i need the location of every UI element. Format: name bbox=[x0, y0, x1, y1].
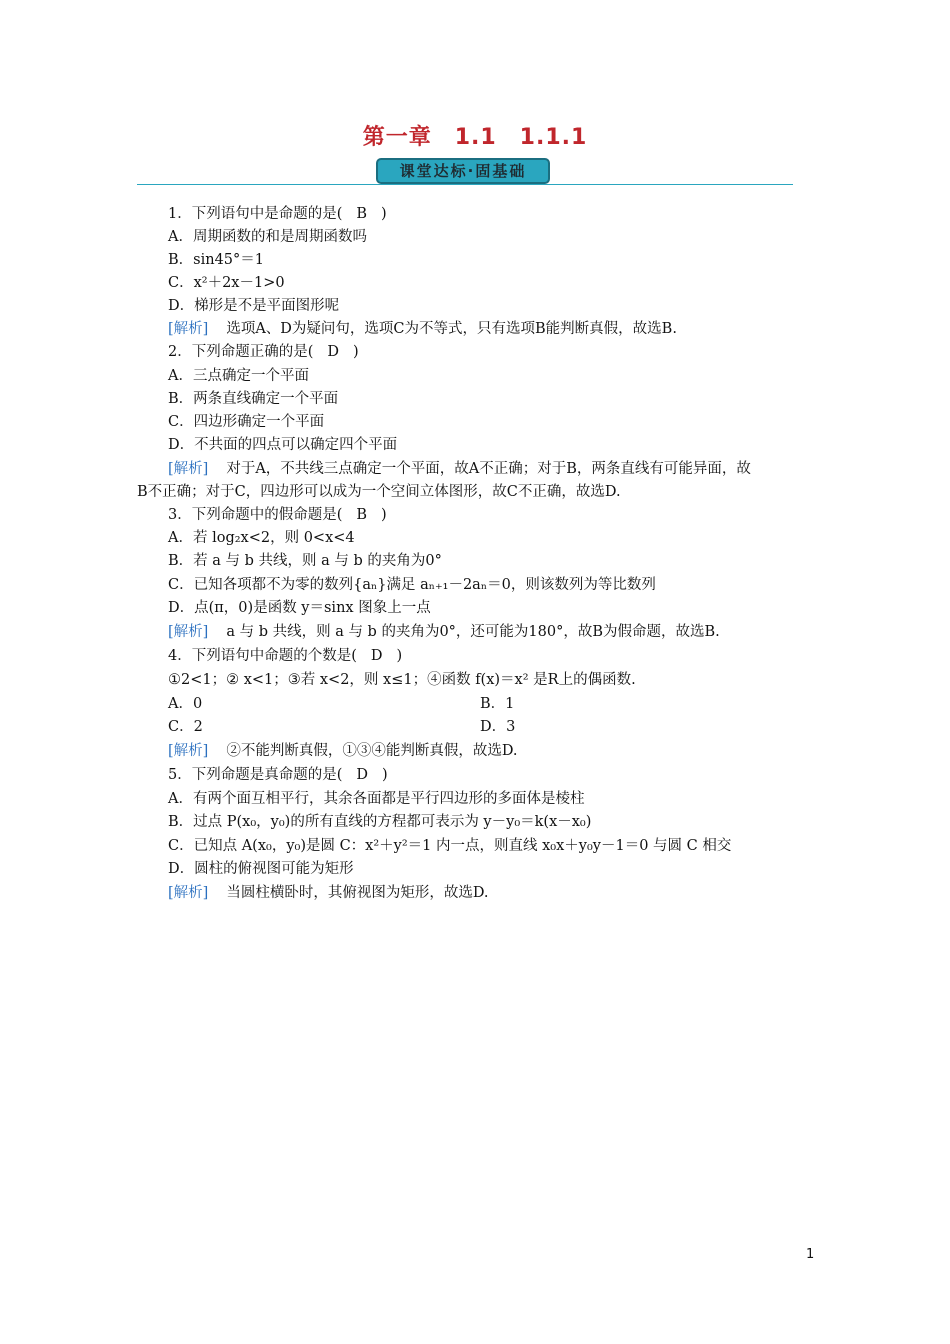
q2-option-a: A．三点确定一个平面 bbox=[168, 368, 309, 384]
q3-explanation: [解析] a 与 b 共线，则 a 与 b 的夹角为0°，还可能为180°，故B为假命题，故选B. bbox=[168, 624, 720, 640]
q1-answer: B bbox=[356, 206, 368, 222]
q4-option-b: B．1 bbox=[480, 696, 515, 712]
q4-stem: 4．下列语句中命题的个数是( D ) bbox=[168, 648, 403, 664]
q5-answer: D bbox=[356, 767, 369, 783]
q1-explanation: [解析] 选项A、D为疑问句，选项C为不等式，只有选项B能判断真假，故选B. bbox=[168, 321, 677, 337]
q4-answer: D bbox=[370, 648, 383, 664]
page-number: 1 bbox=[806, 1247, 815, 1262]
q3-option-c: C．已知各项都不为零的数列{aₙ}满足 aₙ₊₁－2aₙ＝0，则该数列为等比数列 bbox=[168, 577, 656, 593]
explanation-tag: [解析] bbox=[168, 461, 209, 477]
q3-answer: B bbox=[356, 507, 368, 523]
q3-option-b: B．若 a 与 b 共线，则 a 与 b 的夹角为0° bbox=[168, 553, 442, 569]
q5-option-d: D．圆柱的俯视图可能为矩形 bbox=[168, 861, 354, 877]
q2-option-b: B．两条直线确定一个平面 bbox=[168, 391, 339, 407]
q4-body: ①2<1；② x<1；③若 x<2，则 x≤1；④函数 f(x)＝x² 是R上的偶函数. bbox=[168, 672, 636, 688]
section-banner: 课堂达标·固基础 bbox=[376, 158, 550, 184]
page-title: 第一章 1.1 1.1.1 bbox=[362, 125, 588, 150]
q1-option-a: A．周期函数的和是周期函数吗 bbox=[168, 229, 367, 245]
q3-option-a: A．若 log₂x<2，则 0<x<4 bbox=[168, 530, 355, 546]
q1-option-b: B．sin45°＝1 bbox=[168, 252, 264, 268]
q2-explanation: [解析] 对于A，不共线三点确定一个平面，故A不正确；对于B，两条直线有可能异面，故 bbox=[168, 461, 751, 477]
q2-option-c: C．四边形确定一个平面 bbox=[168, 414, 325, 430]
explanation-tag: [解析] bbox=[168, 885, 209, 901]
q2-answer: D bbox=[327, 344, 340, 360]
q5-explanation: [解析] 当圆柱横卧时，其俯视图为矩形，故选D. bbox=[168, 885, 489, 901]
q4-option-a: A．0 bbox=[168, 696, 203, 712]
q5-option-c: C．已知点 A(x₀，y₀)是圆 C：x²＋y²＝1 内一点，则直线 x₀x＋y₀y－1＝0 与圆 C 相交 bbox=[168, 838, 732, 854]
q3-option-d: D．点(π，0)是函数 y＝sinx 图象上一点 bbox=[168, 600, 431, 616]
q2-explanation-cont: B不正确；对于C，四边形可以成为一个空间立体图形，故C不正确，故选D. bbox=[137, 484, 621, 500]
explanation-tag: [解析] bbox=[168, 624, 209, 640]
explanation-tag: [解析] bbox=[168, 743, 209, 759]
header-rule bbox=[137, 184, 793, 185]
q1-option-d: D．梯形是不是平面图形呢 bbox=[168, 298, 340, 314]
q1-stem: 1．下列语句中是命题的是( B ) bbox=[168, 206, 387, 222]
q1-option-c: C．x²＋2x－1>0 bbox=[168, 275, 285, 291]
explanation-tag: [解析] bbox=[168, 321, 209, 337]
q4-option-d: D．3 bbox=[480, 719, 516, 735]
q5-option-b: B．过点 P(x₀，y₀)的所有直线的方程都可表示为 y－y₀＝k(x－x₀) bbox=[168, 814, 592, 830]
q4-option-c: C．2 bbox=[168, 719, 203, 735]
q5-option-a: A．有两个面互相平行，其余各面都是平行四边形的多面体是棱柱 bbox=[168, 791, 585, 807]
q4-explanation: [解析] ②不能判断真假，①③④能判断真假，故选D. bbox=[168, 743, 518, 759]
q2-option-d: D．不共面的四点可以确定四个平面 bbox=[168, 437, 398, 453]
q5-stem: 5．下列命题是真命题的是( D ) bbox=[168, 767, 388, 783]
q2-stem: 2．下列命题正确的是( D ) bbox=[168, 344, 359, 360]
q3-stem: 3．下列命题中的假命题是( B ) bbox=[168, 507, 387, 523]
